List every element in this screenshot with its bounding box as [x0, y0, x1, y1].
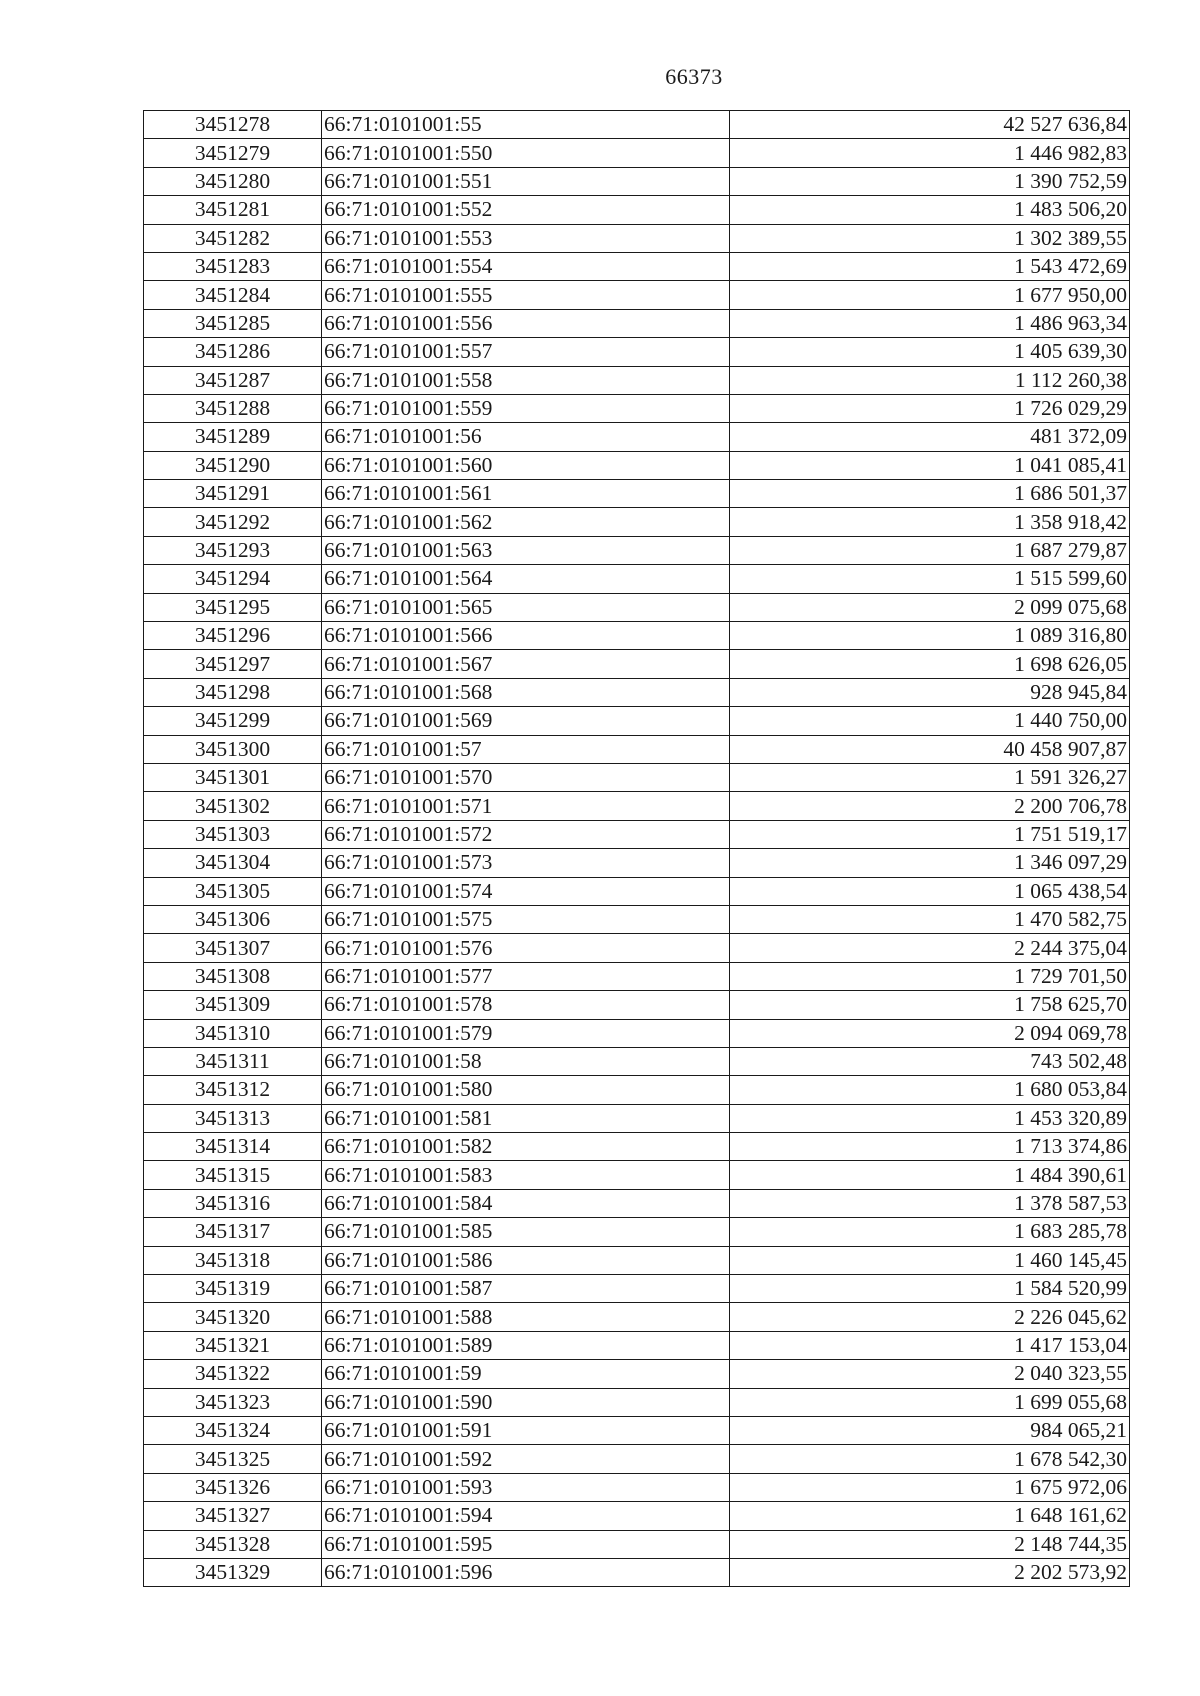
cadastral-number-cell: 66:71:0101001:593: [322, 1473, 730, 1501]
cadastral-number-cell: 66:71:0101001:55: [322, 111, 730, 139]
cadastral-number-cell: 66:71:0101001:582: [322, 1133, 730, 1161]
cadastral-number-cell: 66:71:0101001:589: [322, 1331, 730, 1359]
cadastral-value-cell: 2 244 375,04: [730, 934, 1130, 962]
cadastral-value-cell: 1 675 972,06: [730, 1473, 1130, 1501]
table-row: [144, 962, 1130, 990]
table-row: [144, 1502, 1130, 1530]
cadastral-number-cell: 66:71:0101001:551: [322, 167, 730, 195]
cadastral-value-cell: 2 226 045,62: [730, 1303, 1130, 1331]
table-row: [144, 991, 1130, 1019]
cadastral-number-cell: 66:71:0101001:578: [322, 991, 730, 1019]
table-row: [144, 849, 1130, 877]
cadastral-number-cell: 66:71:0101001:563: [322, 536, 730, 564]
cadastral-value-cell: 1 584 520,99: [730, 1275, 1130, 1303]
table-row: [144, 1473, 1130, 1501]
row-id-cell: 3451328: [144, 1530, 322, 1558]
cadastral-number-cell: 66:71:0101001:557: [322, 338, 730, 366]
row-id-cell: 3451295: [144, 593, 322, 621]
table-row: [144, 451, 1130, 479]
cadastral-value-cell: 2 099 075,68: [730, 593, 1130, 621]
table-row: [144, 536, 1130, 564]
row-id-cell: 3451315: [144, 1161, 322, 1189]
cadastral-value-cell: 1 677 950,00: [730, 281, 1130, 309]
cadastral-value-cell: 1 543 472,69: [730, 252, 1130, 280]
table-row: [144, 480, 1130, 508]
table-row: [144, 338, 1130, 366]
row-id-cell: 3451323: [144, 1388, 322, 1416]
row-id-cell: 3451303: [144, 820, 322, 848]
row-id-cell: 3451305: [144, 877, 322, 905]
row-id-cell: 3451309: [144, 991, 322, 1019]
row-id-cell: 3451319: [144, 1275, 322, 1303]
cadastral-number-cell: 66:71:0101001:594: [322, 1502, 730, 1530]
cadastral-value-cell: 481 372,09: [730, 423, 1130, 451]
row-id-cell: 3451311: [144, 1047, 322, 1075]
cadastral-value-cell: 1 346 097,29: [730, 849, 1130, 877]
row-id-cell: 3451300: [144, 735, 322, 763]
cadastral-value-cell: 40 458 907,87: [730, 735, 1130, 763]
table-row: [144, 1530, 1130, 1558]
cadastral-number-cell: 66:71:0101001:562: [322, 508, 730, 536]
cadastral-value-cell: 2 094 069,78: [730, 1019, 1130, 1047]
cadastral-number-cell: 66:71:0101001:558: [322, 366, 730, 394]
row-id-cell: 3451326: [144, 1473, 322, 1501]
cadastral-value-cell: 1 686 501,37: [730, 480, 1130, 508]
row-id-cell: 3451313: [144, 1104, 322, 1132]
row-id-cell: 3451280: [144, 167, 322, 195]
table-row: [144, 1246, 1130, 1274]
row-id-cell: 3451291: [144, 480, 322, 508]
cadastral-value-cell: 1 483 506,20: [730, 196, 1130, 224]
table-row: [144, 394, 1130, 422]
table-row: [144, 820, 1130, 848]
table-row: [144, 224, 1130, 252]
cadastral-number-cell: 66:71:0101001:584: [322, 1189, 730, 1217]
cadastral-value-cell: 1 358 918,42: [730, 508, 1130, 536]
row-id-cell: 3451282: [144, 224, 322, 252]
table-row: [144, 252, 1130, 280]
cadastral-number-cell: 66:71:0101001:574: [322, 877, 730, 905]
cadastral-number-cell: 66:71:0101001:577: [322, 962, 730, 990]
table-row: [144, 1047, 1130, 1075]
table-row: [144, 1189, 1130, 1217]
row-id-cell: 3451304: [144, 849, 322, 877]
cadastral-number-cell: 66:71:0101001:596: [322, 1558, 730, 1586]
table-row: [144, 1104, 1130, 1132]
row-id-cell: 3451290: [144, 451, 322, 479]
cadastral-number-cell: 66:71:0101001:569: [322, 707, 730, 735]
cadastral-value-cell: 1 515 599,60: [730, 565, 1130, 593]
row-id-cell: 3451296: [144, 622, 322, 650]
table-row: [144, 1331, 1130, 1359]
row-id-cell: 3451294: [144, 565, 322, 593]
table-row: [144, 167, 1130, 195]
cadastral-value-cell: 42 527 636,84: [730, 111, 1130, 139]
cadastral-number-cell: 66:71:0101001:585: [322, 1218, 730, 1246]
cadastral-value-cell: 1 648 161,62: [730, 1502, 1130, 1530]
row-id-cell: 3451306: [144, 905, 322, 933]
table-row: [144, 139, 1130, 167]
cadastral-value-cell: 2 202 573,92: [730, 1558, 1130, 1586]
table-row: [144, 1275, 1130, 1303]
table-row: [144, 1303, 1130, 1331]
cadastral-number-cell: 66:71:0101001:556: [322, 309, 730, 337]
row-id-cell: 3451324: [144, 1416, 322, 1444]
row-id-cell: 3451283: [144, 252, 322, 280]
cadastral-number-cell: 66:71:0101001:568: [322, 678, 730, 706]
row-id-cell: 3451302: [144, 792, 322, 820]
table-row: [144, 1019, 1130, 1047]
cadastral-value-cell: 1 591 326,27: [730, 763, 1130, 791]
cadastral-number-cell: 66:71:0101001:559: [322, 394, 730, 422]
cadastral-number-cell: 66:71:0101001:581: [322, 1104, 730, 1132]
cadastral-number-cell: 66:71:0101001:553: [322, 224, 730, 252]
cadastral-number-cell: 66:71:0101001:583: [322, 1161, 730, 1189]
cadastral-value-cell: 2 200 706,78: [730, 792, 1130, 820]
cadastral-value-cell: 1 683 285,78: [730, 1218, 1130, 1246]
cadastral-value-cell: 1 302 389,55: [730, 224, 1130, 252]
table-row: [144, 1218, 1130, 1246]
cadastral-value-cell: 1 378 587,53: [730, 1189, 1130, 1217]
row-id-cell: 3451292: [144, 508, 322, 536]
cadastral-value-cell: 928 945,84: [730, 678, 1130, 706]
table-row: [144, 1161, 1130, 1189]
cadastral-value-cell: 1 758 625,70: [730, 991, 1130, 1019]
table-row: [144, 1360, 1130, 1388]
cadastral-value-cell: 1 417 153,04: [730, 1331, 1130, 1359]
cadastral-value-cell: 1 484 390,61: [730, 1161, 1130, 1189]
cadastral-number-cell: 66:71:0101001:59: [322, 1360, 730, 1388]
cadastral-number-cell: 66:71:0101001:579: [322, 1019, 730, 1047]
cadastral-number-cell: 66:71:0101001:550: [322, 139, 730, 167]
table-row: [144, 763, 1130, 791]
table-row: [144, 281, 1130, 309]
cadastral-value-cell: 984 065,21: [730, 1416, 1130, 1444]
cadastral-value-cell: 1 453 320,89: [730, 1104, 1130, 1132]
cadastral-number-cell: 66:71:0101001:590: [322, 1388, 730, 1416]
cadastral-value-cell: 1 699 055,68: [730, 1388, 1130, 1416]
row-id-cell: 3451293: [144, 536, 322, 564]
cadastral-value-cell: 1 112 260,38: [730, 366, 1130, 394]
cadastral-number-cell: 66:71:0101001:580: [322, 1076, 730, 1104]
cadastral-value-cell: 1 440 750,00: [730, 707, 1130, 735]
table-row: [144, 1416, 1130, 1444]
cadastral-value-cell: 1 089 316,80: [730, 622, 1130, 650]
row-id-cell: 3451301: [144, 763, 322, 791]
table-row: [144, 423, 1130, 451]
table-row: [144, 678, 1130, 706]
row-id-cell: 3451289: [144, 423, 322, 451]
cadastral-number-cell: 66:71:0101001:570: [322, 763, 730, 791]
row-id-cell: 3451327: [144, 1502, 322, 1530]
cadastral-number-cell: 66:71:0101001:58: [322, 1047, 730, 1075]
cadastral-value-cell: 1 486 963,34: [730, 309, 1130, 337]
row-id-cell: 3451288: [144, 394, 322, 422]
cadastral-value-cell: 1 390 752,59: [730, 167, 1130, 195]
table-row: [144, 707, 1130, 735]
cadastral-number-cell: 66:71:0101001:555: [322, 281, 730, 309]
table-row: [144, 905, 1130, 933]
table-row: [144, 309, 1130, 337]
row-id-cell: 3451320: [144, 1303, 322, 1331]
cadastral-number-cell: 66:71:0101001:587: [322, 1275, 730, 1303]
table-row: [144, 622, 1130, 650]
row-id-cell: 3451325: [144, 1445, 322, 1473]
cadastral-value-cell: 1 698 626,05: [730, 650, 1130, 678]
cadastral-number-cell: 66:71:0101001:564: [322, 565, 730, 593]
row-id-cell: 3451297: [144, 650, 322, 678]
row-id-cell: 3451322: [144, 1360, 322, 1388]
cadastral-number-cell: 66:71:0101001:586: [322, 1246, 730, 1274]
cadastral-value-cell: 1 726 029,29: [730, 394, 1130, 422]
cadastral-value-cell: 1 041 085,41: [730, 451, 1130, 479]
row-id-cell: 3451310: [144, 1019, 322, 1047]
row-id-cell: 3451284: [144, 281, 322, 309]
table-row: [144, 196, 1130, 224]
cadastral-number-cell: 66:71:0101001:592: [322, 1445, 730, 1473]
row-id-cell: 3451321: [144, 1331, 322, 1359]
cadastral-value-cell: 1 729 701,50: [730, 962, 1130, 990]
row-id-cell: 3451318: [144, 1246, 322, 1274]
cadastral-number-cell: 66:71:0101001:554: [322, 252, 730, 280]
table-row: [144, 593, 1130, 621]
cadastral-number-cell: 66:71:0101001:560: [322, 451, 730, 479]
table-body: [144, 111, 1130, 1587]
table-row: [144, 1076, 1130, 1104]
row-id-cell: 3451285: [144, 309, 322, 337]
cadastral-number-cell: 66:71:0101001:56: [322, 423, 730, 451]
row-id-cell: 3451314: [144, 1133, 322, 1161]
cadastral-number-cell: 66:71:0101001:566: [322, 622, 730, 650]
cadastral-value-cell: 1 065 438,54: [730, 877, 1130, 905]
row-id-cell: 3451329: [144, 1558, 322, 1586]
cadastral-value-cell: 2 148 744,35: [730, 1530, 1130, 1558]
table-row: [144, 934, 1130, 962]
table-row: [144, 1558, 1130, 1586]
table-row: [144, 877, 1130, 905]
table-row: [144, 1133, 1130, 1161]
row-id-cell: 3451307: [144, 934, 322, 962]
cadastral-number-cell: 66:71:0101001:565: [322, 593, 730, 621]
cadastral-number-cell: 66:71:0101001:576: [322, 934, 730, 962]
cadastral-number-cell: 66:71:0101001:573: [322, 849, 730, 877]
cadastral-number-cell: 66:71:0101001:595: [322, 1530, 730, 1558]
table-row: [144, 111, 1130, 139]
cadastral-value-cell: 1 713 374,86: [730, 1133, 1130, 1161]
cadastral-value-cell: 1 680 053,84: [730, 1076, 1130, 1104]
cadastral-value-cell: 1 687 279,87: [730, 536, 1130, 564]
row-id-cell: 3451298: [144, 678, 322, 706]
table-row: [144, 508, 1130, 536]
row-id-cell: 3451281: [144, 196, 322, 224]
cadastral-value-cell: 1 678 542,30: [730, 1445, 1130, 1473]
table-row: [144, 650, 1130, 678]
cadastral-value-cell: 743 502,48: [730, 1047, 1130, 1075]
table-row: [144, 366, 1130, 394]
row-id-cell: 3451286: [144, 338, 322, 366]
cadastral-number-cell: 66:71:0101001:561: [322, 480, 730, 508]
cadastral-value-cell: 1 460 145,45: [730, 1246, 1130, 1274]
row-id-cell: 3451279: [144, 139, 322, 167]
cadastral-number-cell: 66:71:0101001:575: [322, 905, 730, 933]
row-id-cell: 3451299: [144, 707, 322, 735]
cadastral-number-cell: 66:71:0101001:572: [322, 820, 730, 848]
cadastral-value-cell: 1 405 639,30: [730, 338, 1130, 366]
row-id-cell: 3451308: [144, 962, 322, 990]
cadastral-number-cell: 66:71:0101001:57: [322, 735, 730, 763]
cadastral-number-cell: 66:71:0101001:571: [322, 792, 730, 820]
table-row: [144, 1388, 1130, 1416]
cadastral-value-cell: 1 751 519,17: [730, 820, 1130, 848]
row-id-cell: 3451287: [144, 366, 322, 394]
cadastral-number-cell: 66:71:0101001:567: [322, 650, 730, 678]
cadastral-number-cell: 66:71:0101001:552: [322, 196, 730, 224]
row-id-cell: 3451317: [144, 1218, 322, 1246]
row-id-cell: 3451316: [144, 1189, 322, 1217]
cadastral-number-cell: 66:71:0101001:588: [322, 1303, 730, 1331]
cadastral-value-cell: 2 040 323,55: [730, 1360, 1130, 1388]
cadastral-value-cell: 1 470 582,75: [730, 905, 1130, 933]
table-row: [144, 735, 1130, 763]
row-id-cell: 3451278: [144, 111, 322, 139]
cadastral-number-cell: 66:71:0101001:591: [322, 1416, 730, 1444]
table-row: [144, 792, 1130, 820]
row-id-cell: 3451312: [144, 1076, 322, 1104]
page-number: 66373: [665, 64, 723, 89]
cadastral-value-table: [143, 110, 1130, 1587]
table-row: [144, 565, 1130, 593]
cadastral-value-cell: 1 446 982,83: [730, 139, 1130, 167]
table-row: [144, 1445, 1130, 1473]
